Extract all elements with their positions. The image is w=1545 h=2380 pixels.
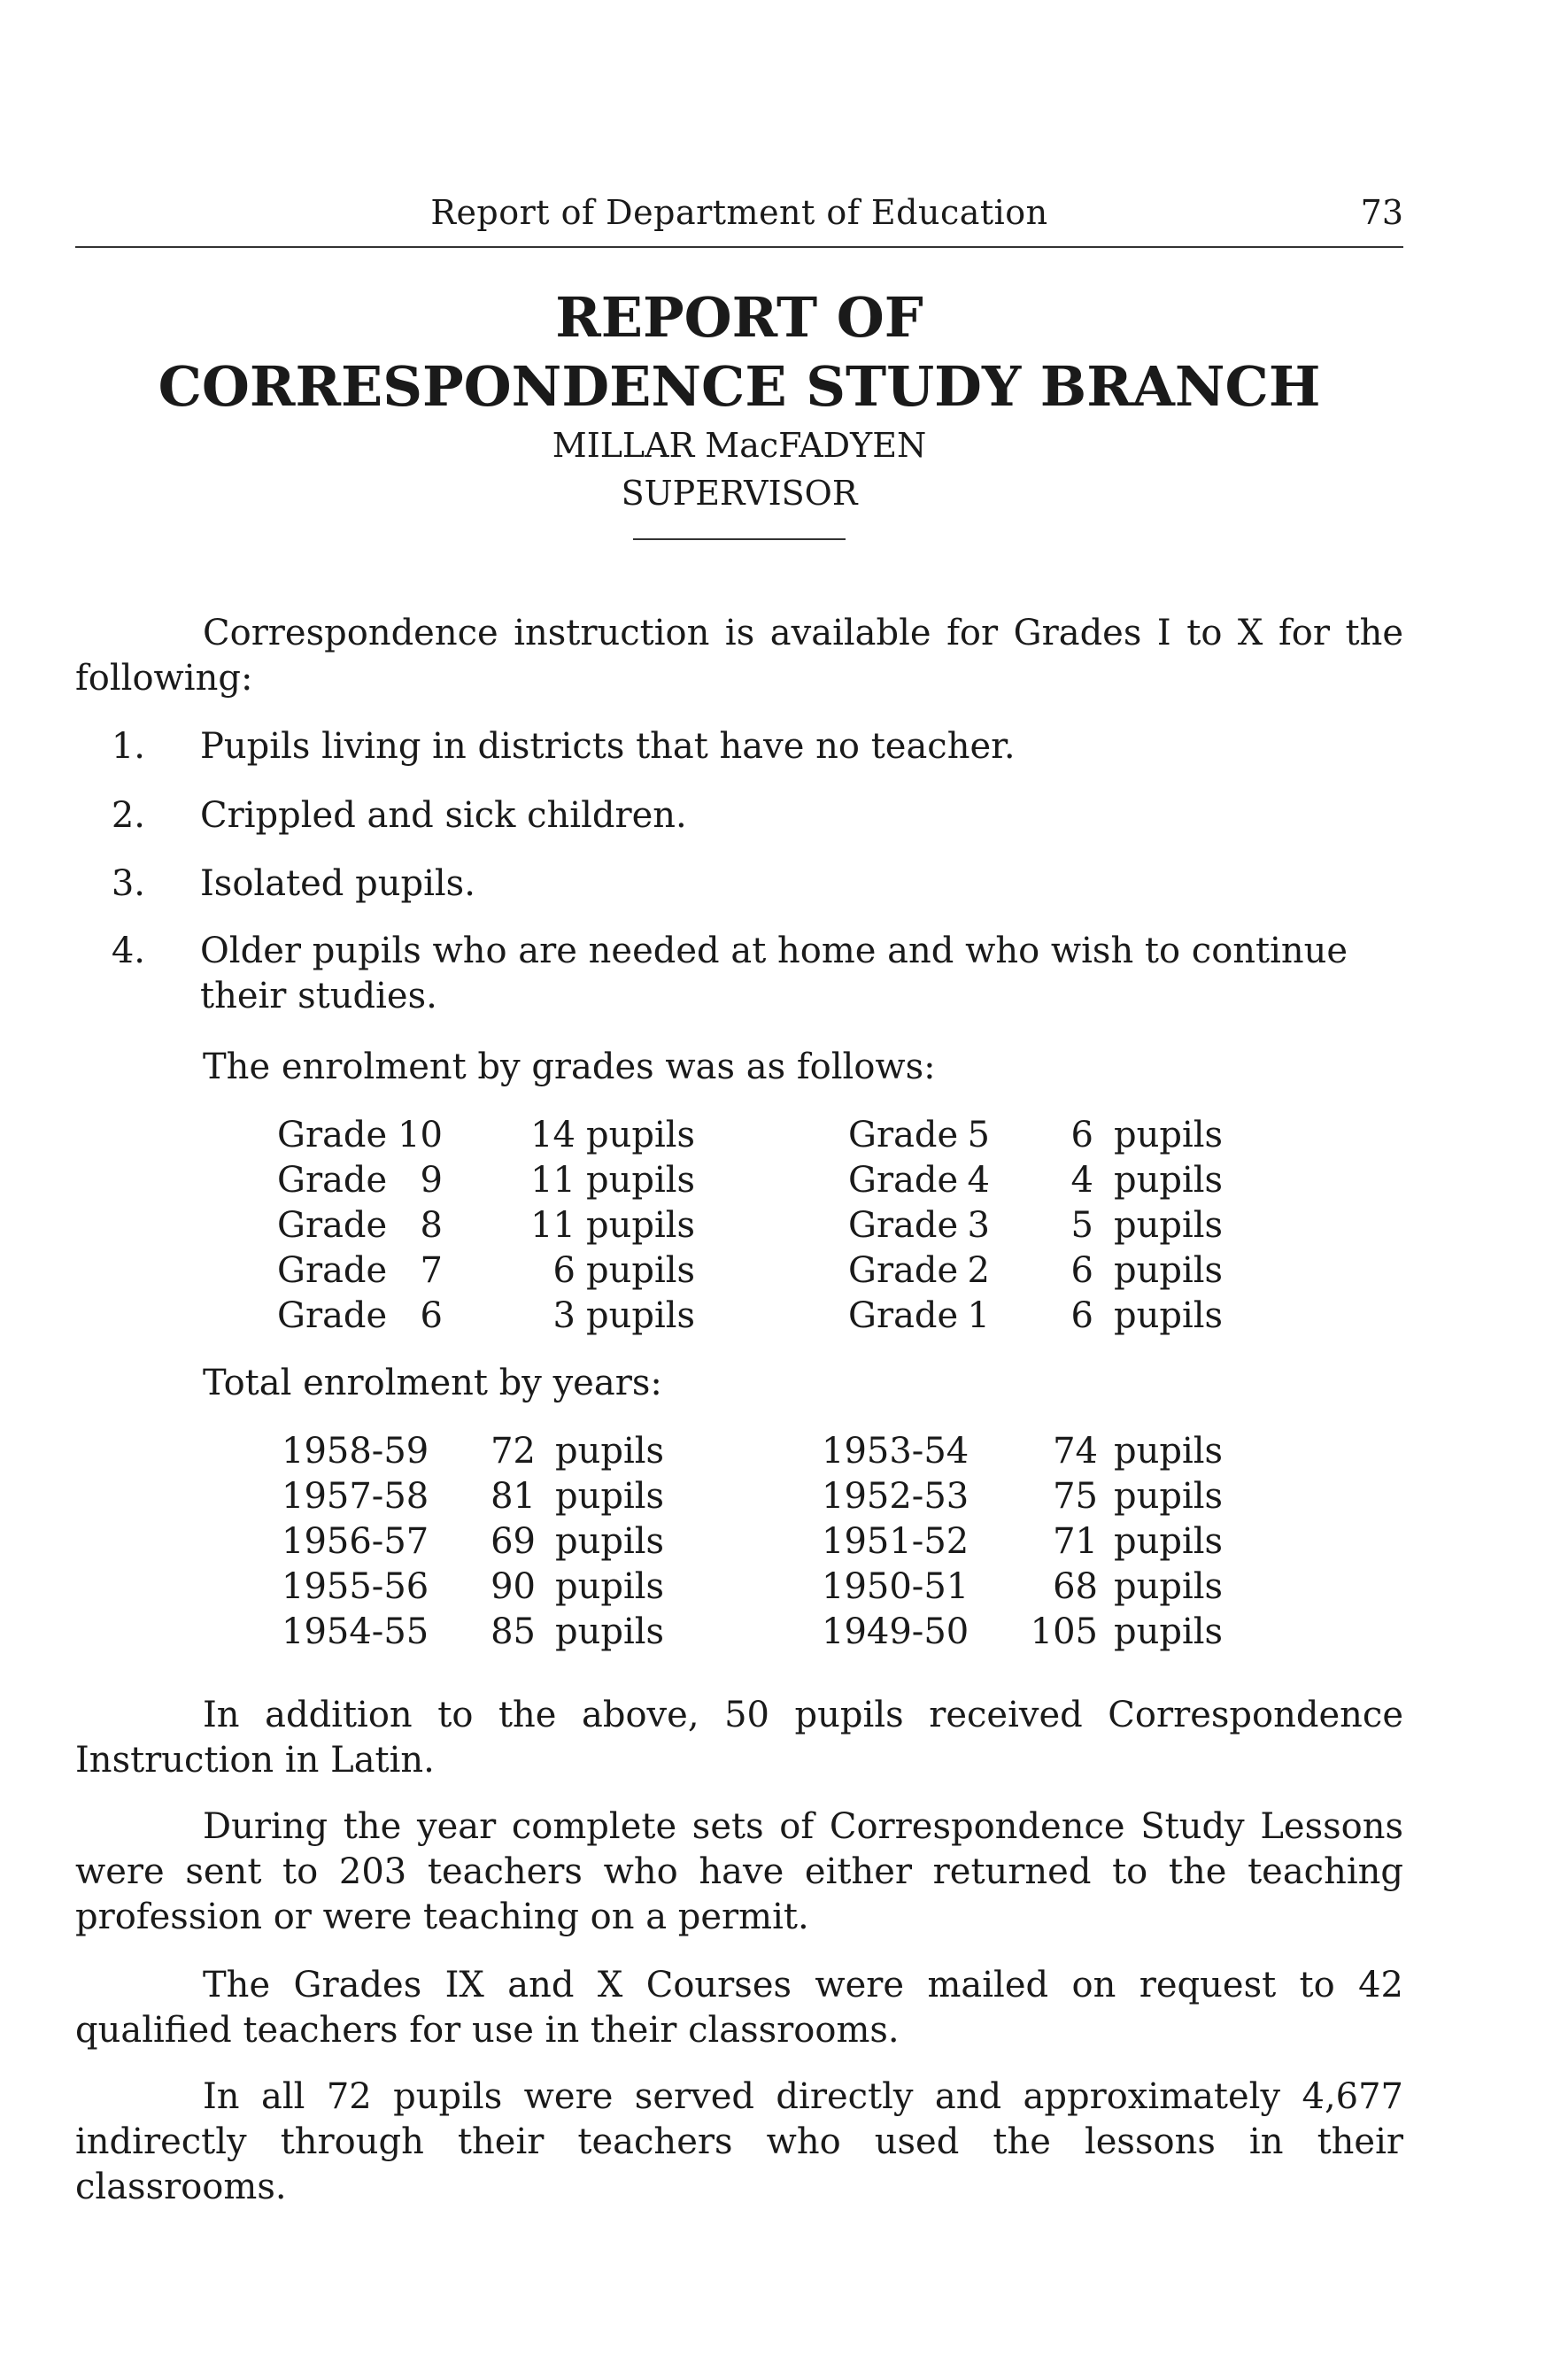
grade-number: 3 bbox=[967, 1205, 990, 1246]
school-year: 1952-53 bbox=[822, 1476, 969, 1517]
pupil-unit: pupils bbox=[1114, 1431, 1224, 1472]
list-text: Crippled and sick children. bbox=[200, 795, 687, 836]
grade-number: 1 bbox=[967, 1295, 990, 1336]
pupil-count: 90 bbox=[491, 1566, 536, 1607]
table-row bbox=[0, 1474, 1545, 1519]
report-title-line1: REPORT OF bbox=[555, 285, 923, 350]
pupil-unit: pupils bbox=[555, 1476, 665, 1517]
grade-label: Grade bbox=[848, 1160, 959, 1201]
list-number: 4. bbox=[111, 931, 145, 971]
body-paragraph: In addition to the above, 50 pupils received Correspondence Instruction in Latin. bbox=[75, 1695, 1403, 1781]
table-row bbox=[0, 1294, 1545, 1339]
school-year: 1951-52 bbox=[822, 1521, 969, 1562]
pupil-count: 74 bbox=[1053, 1431, 1098, 1472]
pupil-unit: pupils bbox=[555, 1431, 665, 1472]
pupil-count: 6 bbox=[1070, 1115, 1093, 1155]
school-year: 1955-56 bbox=[282, 1566, 429, 1607]
pupil-count: 72 bbox=[491, 1431, 536, 1472]
list-text: Pupils living in districts that have no teacher. bbox=[200, 726, 1016, 767]
school-year: 1950-51 bbox=[822, 1566, 969, 1607]
pupil-unit: pupils bbox=[586, 1160, 696, 1201]
pupil-unit: pupils bbox=[1114, 1250, 1224, 1291]
pupil-unit: pupils bbox=[1114, 1611, 1224, 1652]
pupil-count: 11 bbox=[530, 1205, 576, 1246]
pupil-count: 5 bbox=[1070, 1205, 1093, 1246]
pupil-unit: pupils bbox=[555, 1566, 665, 1607]
pupil-count: 11 bbox=[530, 1160, 576, 1201]
pupil-unit: pupils bbox=[1114, 1160, 1224, 1201]
pupil-count: 6 bbox=[552, 1250, 576, 1291]
list-number: 2. bbox=[111, 795, 145, 836]
pupil-unit: pupils bbox=[555, 1521, 665, 1562]
grade-number: 7 bbox=[420, 1250, 443, 1291]
grade-label: Grade bbox=[277, 1295, 388, 1336]
total-intro: Total enrolment by years: bbox=[203, 1363, 662, 1403]
pupil-unit: pupils bbox=[555, 1611, 665, 1652]
grade-label: Grade bbox=[848, 1295, 959, 1336]
pupil-count: 75 bbox=[1053, 1476, 1098, 1517]
running-title: Report of Department of Education bbox=[430, 193, 1048, 232]
grade-label: Grade bbox=[277, 1250, 388, 1291]
list-text: Isolated pupils. bbox=[200, 863, 475, 904]
grade-label: Grade bbox=[848, 1205, 959, 1246]
page-number: 73 bbox=[1360, 193, 1403, 232]
table-row bbox=[0, 1203, 1545, 1248]
title-block bbox=[75, 283, 1403, 540]
title-divider bbox=[633, 538, 846, 540]
supervisor-role: SUPERVISOR bbox=[621, 474, 858, 513]
pupil-unit: pupils bbox=[1114, 1566, 1224, 1607]
body-paragraph: During the year complete sets of Correspondence Study Lessons were sent to 203 teachers who have either returned to the teaching profession or were teaching on a permit. bbox=[75, 1806, 1403, 1937]
list-number: 3. bbox=[111, 863, 145, 904]
pupil-count: 14 bbox=[530, 1115, 576, 1155]
pupil-count: 71 bbox=[1053, 1521, 1098, 1562]
pupil-unit: pupils bbox=[1114, 1521, 1224, 1562]
pupil-unit: pupils bbox=[1114, 1476, 1224, 1517]
pupil-unit: pupils bbox=[586, 1205, 696, 1246]
grade-number: 2 bbox=[967, 1250, 990, 1291]
pupil-count: 6 bbox=[1070, 1250, 1093, 1291]
pupil-unit: pupils bbox=[1114, 1295, 1224, 1336]
table-row bbox=[0, 1429, 1545, 1474]
body-paragraph: In all 72 pupils were served directly and approximately 4,677 indirectly through their teachers who used the lessons in their classrooms. bbox=[75, 2076, 1403, 2207]
school-year: 1954-55 bbox=[282, 1611, 429, 1652]
school-year: 1956-57 bbox=[282, 1521, 429, 1562]
table-row bbox=[0, 1113, 1545, 1158]
school-year: 1957-58 bbox=[282, 1476, 429, 1517]
table-row bbox=[0, 1519, 1545, 1565]
report-title-line2: CORRESPONDENCE STUDY BRANCH bbox=[158, 354, 1321, 419]
school-year: 1953-54 bbox=[822, 1431, 969, 1472]
table-row bbox=[0, 1248, 1545, 1294]
grade-label: Grade bbox=[848, 1115, 959, 1155]
grade-number: 6 bbox=[420, 1295, 443, 1336]
intro-paragraph: Correspondence instruction is available for Grades I to X for the following: bbox=[75, 613, 1403, 699]
pupil-unit: pupils bbox=[586, 1250, 696, 1291]
grade-label: Grade bbox=[277, 1160, 388, 1201]
grade-number: 8 bbox=[420, 1205, 443, 1246]
pupil-count: 105 bbox=[1030, 1611, 1098, 1652]
enrolment-intro: The enrolment by grades was as follows: bbox=[203, 1047, 936, 1087]
table-row bbox=[0, 1158, 1545, 1203]
list-number: 1. bbox=[111, 726, 145, 767]
pupil-unit: pupils bbox=[1114, 1115, 1224, 1155]
grade-number: 5 bbox=[967, 1115, 990, 1155]
school-year: 1949-50 bbox=[822, 1611, 969, 1652]
table-row bbox=[0, 1565, 1545, 1610]
pupil-unit: pupils bbox=[586, 1295, 696, 1336]
pupil-count: 68 bbox=[1053, 1566, 1098, 1607]
list-text: Older pupils who are needed at home and who wish to continue their studies. bbox=[200, 931, 1348, 1016]
supervisor-name: MILLAR MacFADYEN bbox=[552, 426, 927, 465]
grade-label: Grade bbox=[848, 1250, 959, 1291]
body-paragraph: The Grades IX and X Courses were mailed on request to 42 qualified teachers for use in their classrooms. bbox=[75, 1965, 1403, 2051]
grade-label: Grade bbox=[277, 1205, 388, 1246]
pupil-count: 6 bbox=[1070, 1295, 1093, 1336]
grade-label: Grade bbox=[277, 1115, 388, 1155]
pupil-count: 69 bbox=[491, 1521, 536, 1562]
running-header bbox=[75, 193, 1403, 248]
table-row bbox=[0, 1610, 1545, 1655]
pupil-count: 3 bbox=[552, 1295, 576, 1336]
grade-number: 10 bbox=[398, 1115, 443, 1155]
pupil-count: 4 bbox=[1070, 1160, 1093, 1201]
grade-number: 4 bbox=[967, 1160, 990, 1201]
pupil-unit: pupils bbox=[586, 1115, 696, 1155]
pupil-count: 85 bbox=[491, 1611, 536, 1652]
grade-number: 9 bbox=[420, 1160, 443, 1201]
pupil-count: 81 bbox=[491, 1476, 536, 1517]
school-year: 1958-59 bbox=[282, 1431, 429, 1472]
pupil-unit: pupils bbox=[1114, 1205, 1224, 1246]
